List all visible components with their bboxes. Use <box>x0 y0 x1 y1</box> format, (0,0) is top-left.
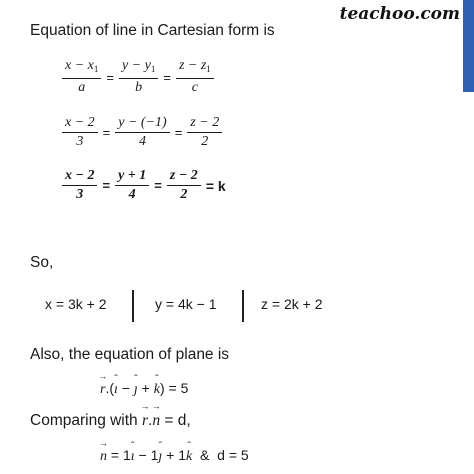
normal-vector-equation <box>100 447 249 465</box>
equals-sign: = <box>154 178 162 193</box>
intro-text: Equation of line in Cartesian form is <box>30 22 275 39</box>
fraction-z <box>167 168 201 203</box>
denominator: a <box>78 80 86 95</box>
x-parametric: x = 3k + 2 <box>45 296 107 312</box>
side-accent-bar <box>463 0 474 474</box>
unit-j: ȷ ˆ <box>134 382 138 398</box>
plane-intro-text: Also, the equation of plane is <box>30 346 230 363</box>
so-text: So, <box>30 254 54 271</box>
unit-i: ı ˆ <box>114 382 118 398</box>
teachoo-logo: teachoo.com <box>339 4 460 24</box>
fraction-x <box>62 168 97 203</box>
equals-sign: = <box>102 178 111 193</box>
cartesian-simplified-equation <box>60 168 229 203</box>
denominator: 2 <box>180 187 188 202</box>
vector-n: n → <box>100 449 107 465</box>
dot-open: .( <box>105 380 115 396</box>
vector-r: r → <box>100 382 105 398</box>
unit-j: ȷ ˆ <box>158 449 162 465</box>
vector-r: r → <box>142 412 148 430</box>
plus-one: + 1 <box>162 447 187 463</box>
denominator: b <box>135 80 143 95</box>
denominator: 3 <box>76 134 84 149</box>
fraction-y <box>115 168 149 203</box>
numerator: x − 2 <box>62 168 97 186</box>
subscript: 1 <box>93 64 99 74</box>
and-d-value: & d = 5 <box>192 447 249 463</box>
fraction-z <box>176 58 214 96</box>
close-equals: ) = 5 <box>159 380 189 396</box>
fraction-z <box>187 115 222 150</box>
numerator: x − x <box>65 58 94 73</box>
equals-sign: = <box>174 125 183 140</box>
dot: . <box>148 412 153 429</box>
minus: − <box>117 380 134 396</box>
subscript: 1 <box>150 64 156 74</box>
subscript: 1 <box>206 64 211 74</box>
z-parametric: z = 2k + 2 <box>261 296 323 312</box>
numerator: z − 2 <box>167 168 201 186</box>
denominator: 3 <box>76 187 84 202</box>
fraction-x <box>62 115 98 150</box>
side-accent-highlight <box>463 0 474 92</box>
equals-sign: = <box>102 125 111 140</box>
fraction-x <box>62 58 101 96</box>
plane-equation <box>100 380 188 398</box>
divider-1 <box>132 290 134 322</box>
equals-k: = k <box>205 177 226 194</box>
numerator: y − y <box>121 58 151 73</box>
equals-one: = 1 <box>107 447 131 463</box>
comparing-text <box>30 412 191 430</box>
numerator: y + 1 <box>115 168 149 186</box>
vector-n: n → <box>152 412 160 430</box>
equals-sign: = <box>106 69 114 85</box>
denominator: 2 <box>201 134 209 149</box>
numerator: z − 2 <box>187 115 222 133</box>
numerator: z − z <box>178 58 207 73</box>
numerator: y − (−1) <box>115 115 169 133</box>
cartesian-substituted-equation <box>60 115 224 150</box>
numerator: x − 2 <box>62 115 98 133</box>
denominator: c <box>191 80 198 95</box>
denominator: 4 <box>138 134 146 149</box>
minus-one: − 1 <box>134 447 159 463</box>
fraction-y <box>115 115 169 150</box>
unit-i: ı ˆ <box>131 449 135 465</box>
unit-k: k ˆ <box>186 449 192 465</box>
cartesian-general-equation <box>60 58 216 96</box>
divider-2 <box>242 290 244 322</box>
comparing-suffix: = d, <box>160 412 191 429</box>
plus: + <box>137 380 154 396</box>
denominator: 4 <box>128 187 136 202</box>
comparing-prefix: Comparing with <box>30 412 142 429</box>
y-parametric: y = 4k − 1 <box>155 296 217 312</box>
fraction-y <box>119 58 158 96</box>
unit-k: k ˆ <box>154 382 160 398</box>
equals-sign: = <box>163 69 171 85</box>
